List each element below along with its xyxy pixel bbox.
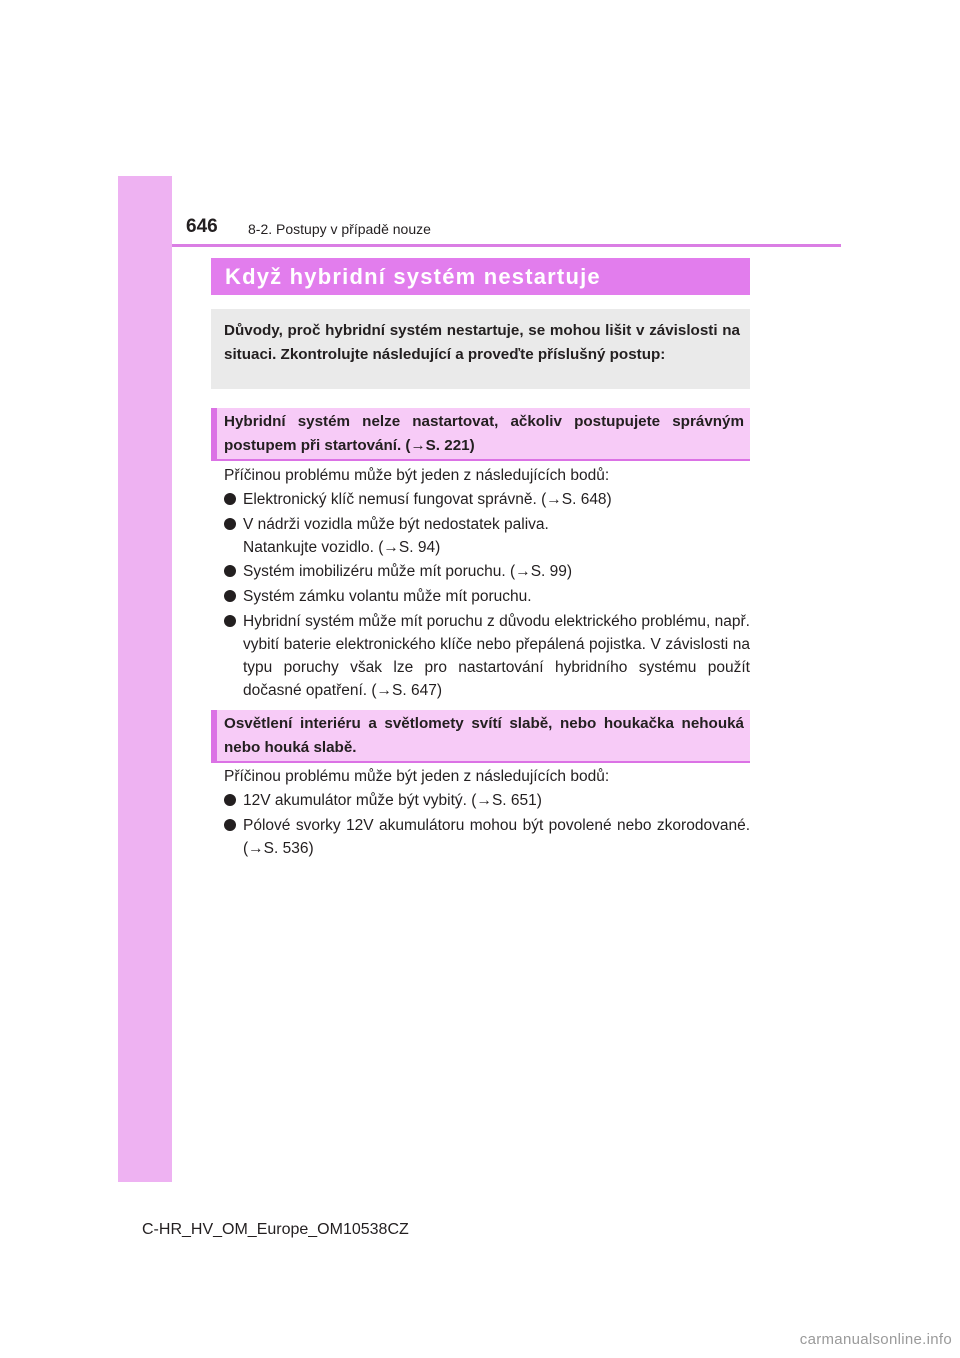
bullet-list-1 — [224, 488, 750, 704]
document-code: C-HR_HV_OM_Europe_OM10538CZ — [142, 1221, 409, 1238]
list-item — [224, 610, 750, 703]
bullet-icon — [224, 565, 236, 577]
section-lead-1: Příčinou problému může být jeden z následujících bodů: — [224, 467, 610, 484]
bullet-icon — [224, 819, 236, 831]
bullet-icon — [224, 518, 236, 530]
intro-box: Důvody, proč hybridní systém nestartuje, se mohou lišit v závislosti na situaci. Zkontrolujte následující a proveďte příslušný postup: — [211, 309, 750, 389]
bullet-icon — [224, 615, 236, 627]
bullet-icon — [224, 590, 236, 602]
bullet-list-2 — [224, 789, 750, 861]
list-item-text: Pólové svorky 12V akumulátoru mohou být povolené nebo zkorodované. (→S. 536) — [243, 816, 750, 857]
section-heading-1: Hybridní systém nelze nastartovat, ačkoliv postupujete správným postupem při startování. (→S. 221) — [211, 408, 750, 461]
section-heading-2: Osvětlení interiéru a světlomety svítí slabě, nebo houkačka nehouká nebo houká slabě. — [211, 710, 750, 763]
list-item — [224, 513, 750, 559]
section-reference: 8-2. Postupy v případě nouze — [248, 221, 431, 237]
list-item-text: Hybridní systém může mít poruchu z důvodu elektrického problému, např. vybití baterie elektronického klíče nebo přepálená pojistka. V závislosti na typu poruchy však lze pro nastartování hybridního systému použít dočasné opatření. (→S. 647) — [243, 612, 750, 700]
list-item-text: Systém zámku volantu může mít poruchu. — [243, 587, 532, 605]
side-tab — [118, 176, 172, 1182]
list-item-extra: Natankujte vozidlo. (→S. 94) — [243, 538, 441, 556]
section-lead-2: Příčinou problému může být jeden z následujících bodů: — [224, 768, 610, 785]
page-title: Když hybridní systém nestartuje — [211, 258, 750, 295]
list-item-text: Systém imobilizéru může mít poruchu. (→S. 99) — [243, 563, 573, 581]
list-item — [224, 488, 750, 511]
header-rule — [172, 244, 841, 247]
list-item — [224, 814, 750, 860]
list-item-text: V nádrži vozidla může být nedostatek paliva. — [243, 515, 549, 533]
list-item — [224, 789, 750, 812]
list-item — [224, 585, 750, 608]
bullet-icon — [224, 493, 236, 505]
list-item-text: Elektronický klíč nemusí fungovat správně. (→S. 648) — [243, 491, 612, 508]
watermark-link[interactable]: carmanualsonline.info — [799, 1331, 952, 1348]
bullet-icon — [224, 794, 236, 806]
list-item — [224, 560, 750, 583]
list-item-text: 12V akumulátor může být vybitý. (→S. 651) — [243, 792, 542, 809]
page-number: 646 — [186, 216, 218, 237]
